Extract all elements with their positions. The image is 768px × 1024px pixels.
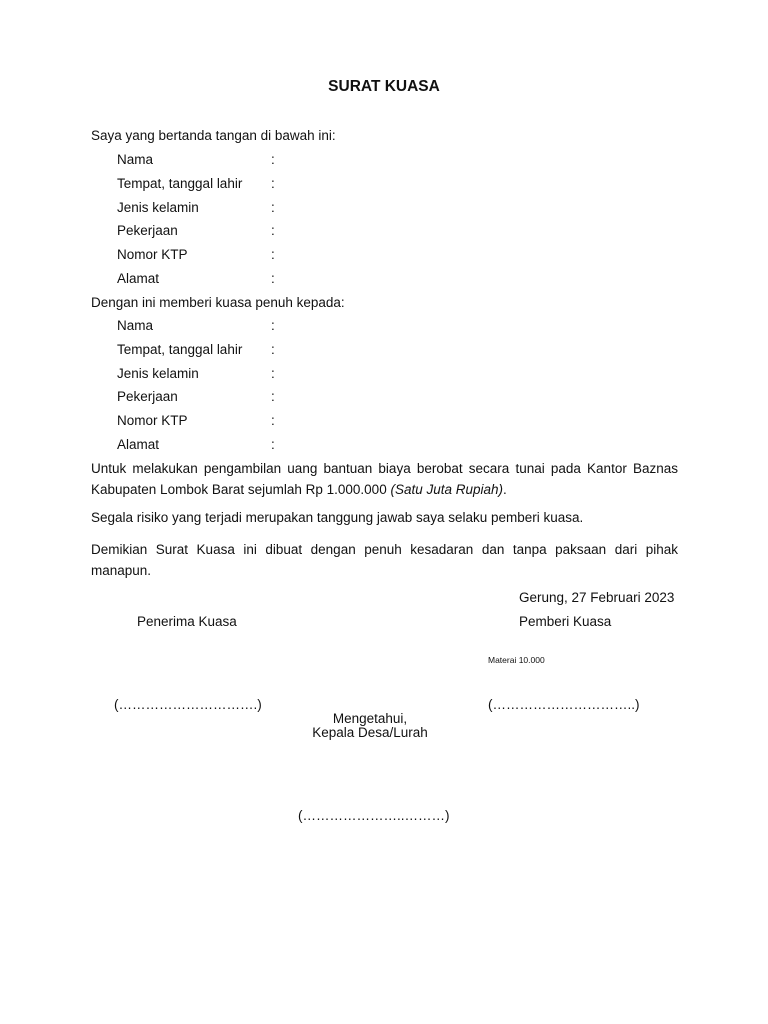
field-separator: :: [271, 247, 275, 262]
field-separator: :: [271, 176, 275, 191]
purpose-end: .: [503, 482, 507, 497]
field-label: Nama: [117, 152, 154, 167]
purpose-text: Untuk melakukan pengambilan uang bantuan biaya berobat secara tunai pada Kantor Baznas Kabupaten Lombok Barat sejumlah Rp 1.000.000: [91, 461, 678, 497]
field-label: Jenis kelamin: [117, 200, 199, 215]
field-label: Alamat: [117, 271, 160, 286]
field-label: Pekerjaan: [117, 223, 178, 238]
field-separator: :: [271, 389, 275, 404]
field-separator: :: [271, 366, 275, 381]
field-separator: :: [271, 318, 275, 333]
intro2-text: Dengan ini memberi kuasa penuh kepada:: [91, 295, 345, 310]
giver-label: Pemberi Kuasa: [519, 614, 612, 629]
acknowledge-label: Mengetahui,: [332, 711, 408, 726]
receiver-label: Penerima Kuasa: [137, 614, 237, 629]
field-label: Nomor KTP: [117, 413, 188, 428]
field-separator: :: [271, 200, 275, 215]
document-title: SURAT KUASA: [328, 78, 440, 95]
intro-text: Saya yang bertanda tangan di bawah ini:: [91, 128, 336, 143]
field-label: Nama: [117, 318, 154, 333]
field-label: Tempat, tanggal lahir: [117, 176, 243, 191]
risk-paragraph: Segala risiko yang terjadi merupakan tanggung jawab saya selaku pemberi kuasa.: [91, 510, 584, 525]
village-head-label: Kepala Desa/Lurah: [312, 725, 428, 740]
purpose-paragraph: [91, 458, 678, 500]
field-label: Nomor KTP: [117, 247, 188, 262]
field-separator: :: [271, 342, 275, 357]
receiver-signature-line: (………………………….): [114, 697, 262, 712]
field-label: Pekerjaan: [117, 389, 178, 404]
closing-paragraph: Demikian Surat Kuasa ini dibuat dengan penuh kesadaran dan tanpa paksaan dari pihak manapun.: [91, 542, 678, 578]
stamp-note: Materai 10.000: [488, 655, 545, 665]
place-date: Gerung, 27 Februari 2023: [519, 590, 675, 605]
field-label: Alamat: [117, 437, 160, 452]
field-label: Jenis kelamin: [117, 366, 199, 381]
field-label: Tempat, tanggal lahir: [117, 342, 243, 357]
field-separator: :: [271, 271, 275, 286]
village-head-signature-line: (…………………..………): [298, 808, 450, 823]
field-separator: :: [271, 437, 275, 452]
purpose-amount-words: (Satu Juta Rupiah): [390, 482, 504, 497]
giver-signature-line: (…………………………..): [488, 697, 640, 712]
field-separator: :: [271, 223, 275, 238]
field-separator: :: [271, 152, 275, 167]
field-separator: :: [271, 413, 275, 428]
